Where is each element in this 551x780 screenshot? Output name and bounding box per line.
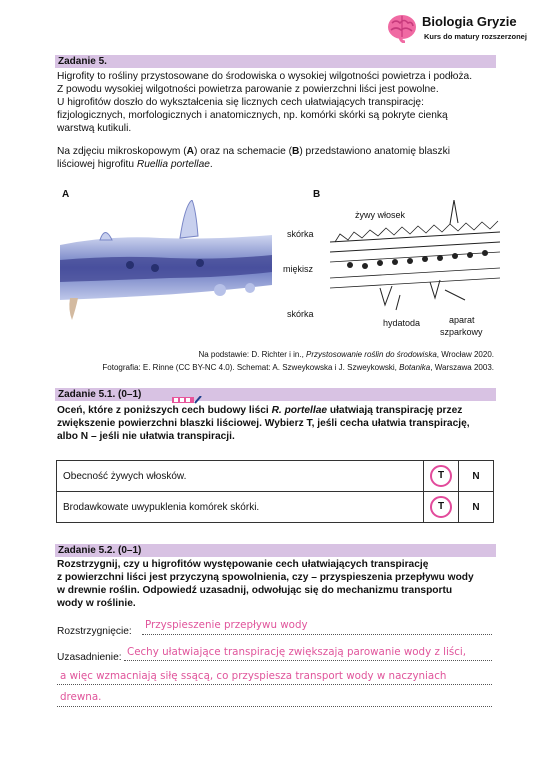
source-2: Fotografia: E. Rinne (CC BY-NC 4.0). Schemat: A. Szweykowska i J. Szweykowski, Botanika, Warszawa 2003.: [102, 363, 494, 372]
justification-dotted-2: [57, 684, 492, 685]
label-miekisz: miękisz: [283, 264, 314, 274]
option-n-2[interactable]: N: [459, 492, 494, 523]
justification-dotted-1: [124, 660, 492, 661]
task52-header: Zadanie 5.2. (0–1): [55, 544, 496, 557]
table-row: [57, 492, 494, 523]
label-aparat-1: aparat: [449, 315, 475, 325]
task5-intro-2: Z powodu wysokiej wilgotności powietrza parowanie z powierzchni liści jest powolne.: [57, 84, 439, 95]
option-n-1[interactable]: N: [459, 461, 494, 492]
justification-label: Uzasadnienie:: [57, 652, 122, 663]
task52-q2: z powierzchni liści jest przyczyną spowolnienia, czy – przyspieszenia przepływu wody: [57, 572, 474, 583]
option-t-1[interactable]: T: [424, 461, 459, 492]
justification-dotted-3: [57, 706, 492, 707]
decision-line: [142, 634, 492, 635]
justification-line-2[interactable]: a więc wzmacniają siłę ssącą, co przyspiesza transport wody w naczyniach: [60, 670, 447, 682]
tf-table: [56, 460, 494, 523]
decision-label: Rozstrzygnięcie:: [57, 626, 132, 637]
label-skorka-top: skórka: [287, 229, 314, 239]
micrograph-image: [60, 200, 272, 320]
statement-1: Obecność żywych włosków.: [57, 461, 424, 492]
task5-intro-4: fizjologicznych, morfologicznych i anatomicznych, np. komórki skórki są pokryte cienką: [57, 110, 448, 121]
figure-intro-1: Na zdjęciu mikroskopowym (A) oraz na schemacie (B) przedstawiono anatomię blaszki: [57, 146, 450, 157]
label-skorka-bottom: skórka: [287, 309, 314, 319]
task52-q1: Rozstrzygnij, czy u higrofitów występowanie cech ułatwiających transpirację: [57, 559, 429, 570]
table-row: [57, 461, 494, 492]
decision-answer[interactable]: Przyspieszenie przepływu wody: [145, 619, 308, 631]
pencil-icon: [172, 391, 202, 399]
task5-intro-1: Higrofity to rośliny przystosowane do środowiska o wysokiej wilgotności powietrza i podłoża.: [57, 71, 473, 82]
label-aparat-2: szparkowy: [440, 327, 483, 337]
task51-q1: Oceń, które z poniższych cech budowy liści R. portellae ułatwiają transpirację przez: [57, 405, 463, 416]
task51-q2: zwiększenie powierzchni blaszki liściowej. Wybierz T, jeśli cecha ułatwia transpirację,: [57, 418, 470, 429]
task51-header: Zadanie 5.1. (0–1): [55, 388, 496, 401]
label-hydatoda: hydatoda: [383, 318, 421, 328]
task52-q3: w drewnie roślin. Odpowiedź uzasadnij, odwołując się do mechanizmu transportu: [57, 585, 453, 596]
figure-a-label: A: [62, 189, 70, 200]
brand-tagline: Kurs do matury rozszerzonej: [424, 32, 527, 41]
brain-logo-icon: [386, 13, 418, 43]
task5-intro-3: U higrofitów doszło do wykształcenia się licznych cech ułatwiających transpirację:: [57, 97, 424, 108]
justification-line-1[interactable]: Cechy ułatwiające transpirację zwiększają parowanie wody z liści,: [127, 646, 467, 658]
task5-header: Zadanie 5.: [55, 55, 496, 68]
justification-line-3[interactable]: drewna.: [60, 691, 102, 703]
source-1: Na podstawie: D. Richter i in., Przystosowanie roślin do środowiska, Wrocław 2020.: [198, 350, 494, 359]
figure-b-label: B: [313, 189, 321, 200]
statement-2: Brodawkowate uwypuklenia komórek skórki.: [57, 492, 424, 523]
task5-intro-5: warstwą kutikuli.: [57, 123, 132, 134]
option-t-2[interactable]: T: [424, 492, 459, 523]
label-wlosek: żywy włosek: [355, 210, 406, 220]
task51-q3: albo N – jeśli nie ułatwia transpiracji.: [57, 431, 235, 442]
figure-intro-2: liściowej higrofitu Ruellia portellae.: [57, 159, 213, 170]
task52-q4: wody w roślinie.: [57, 598, 136, 609]
brand-title: Biologia Gryzie: [422, 14, 517, 29]
